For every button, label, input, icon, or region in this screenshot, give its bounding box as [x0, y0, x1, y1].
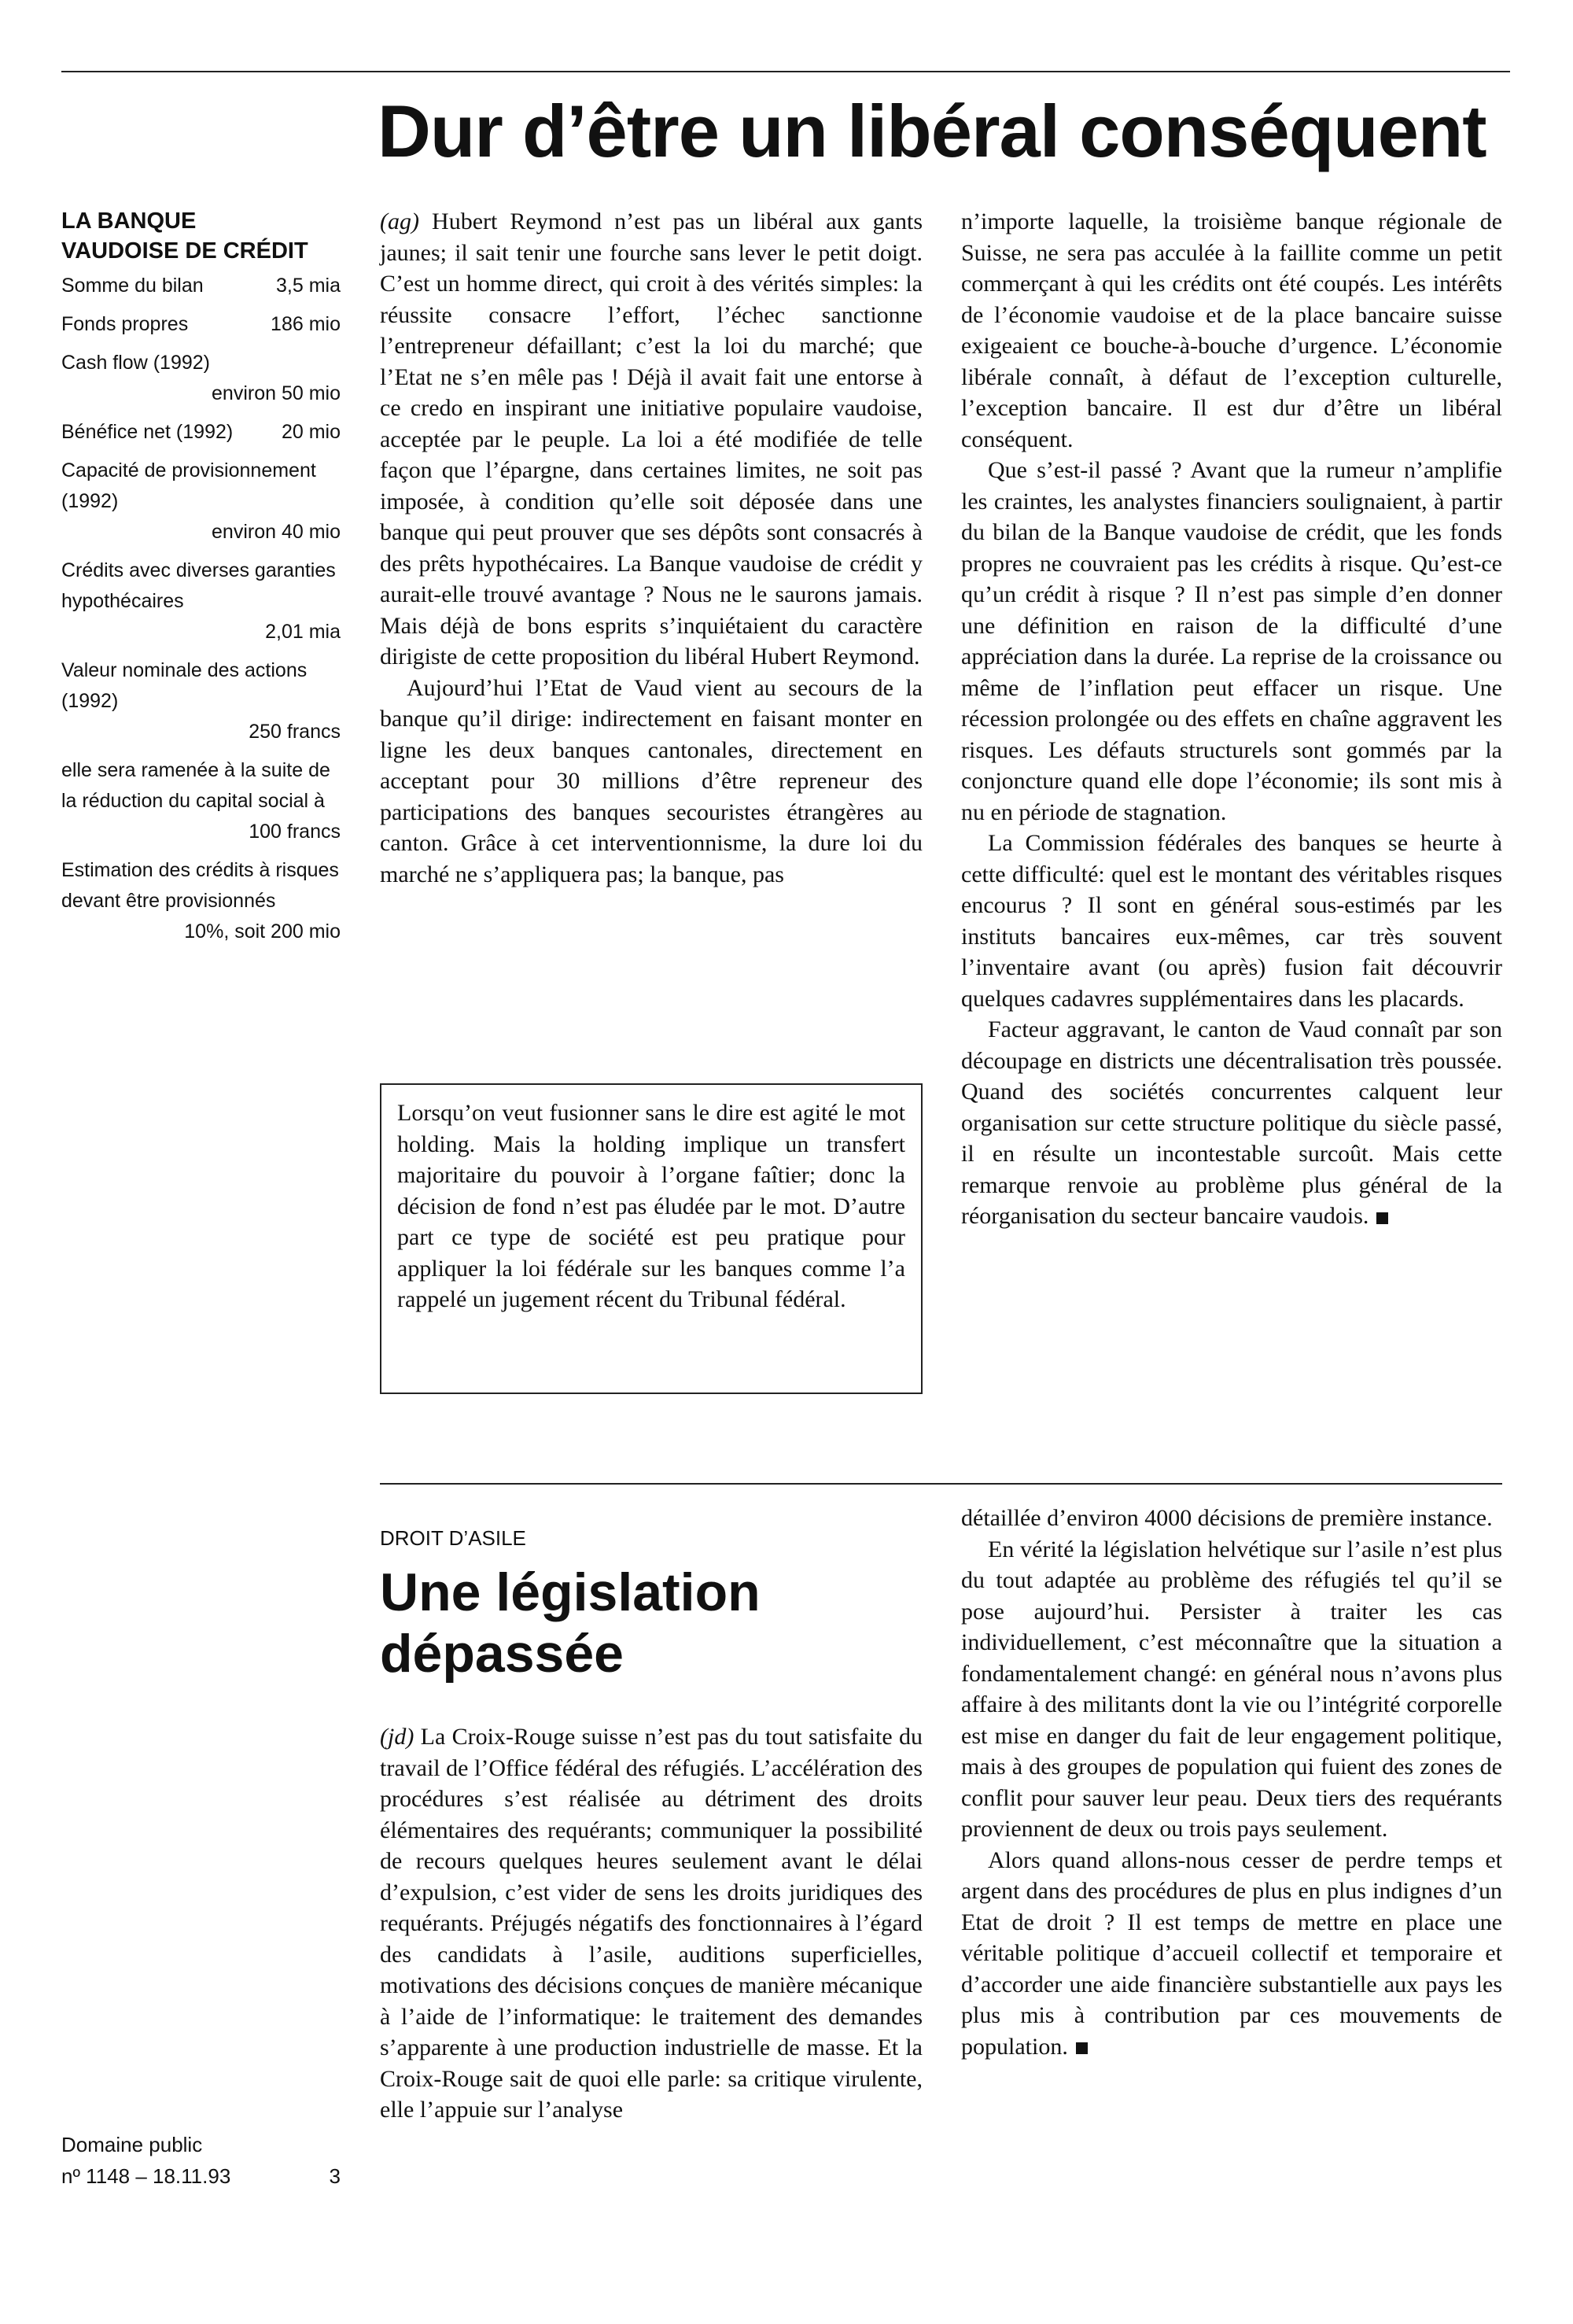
fact-label: elle sera ramenée à la suite de la réduction du capital social à [61, 759, 330, 812]
fact-label: Estimation des crédits à risques devant être provisionnés [61, 859, 339, 912]
fact-value: environ 50 mio [212, 382, 341, 404]
holding-note-box [380, 1083, 923, 1394]
fact-label: Fonds propres [61, 313, 189, 335]
fact-item [61, 456, 341, 548]
paragraph-text: La Croix-Rouge suisse n’est pas du tout satisfaite du travail de l’Office fédéral des réfugiés. L’accélération des procédures s’est réalisée au détriment des droits élémentaires des requérants; communiquer la possibilité de recours quelques heures seulement avant le délai d’expulsion, c’est vider de sens les droits juridiques des requérants. Préjugés négatifs des fonctionnaires à l’égard des candidats à l’asile, auditions superficielles, motivations des décisions conçues de manière mécanique à l’aide de l’informatique: le traitement des demandes s’apparente à une production industrielle de masse. Et la Croix-Rouge sait de quoi elle parle: sa critique virulente, elle l’appuie sur l’analyse [380, 1724, 923, 2123]
article2-headline [380, 1562, 883, 1684]
colophon [61, 2129, 341, 2192]
section-rule [380, 1483, 1502, 1485]
box-text: Lorsqu’on veut fusionner sans le dire est agité le mot holding. Mais la holding implique un transfert majoritaire du pouvoir à l’organe faîtier; donc la décision de fond n’est pas éludée par le mot. D’autre part ce type de société est peu pratique pour appliquer la loi fédérale sur les banques comme l’a rappelé un jugement récent du Tribunal fédéral. [397, 1100, 905, 1312]
sidebar-title-line2: VAUDOISE DE CRÉDIT [61, 238, 308, 264]
fact-item [61, 348, 341, 409]
end-mark-icon [1076, 2042, 1088, 2054]
fact-label: Bénéfice net (1992) [61, 421, 234, 443]
headline-line1: Une législation [380, 1562, 761, 1622]
article2-kicker: DROIT D’ASILE [380, 1526, 526, 1550]
article1-paragraph: n’importe laquelle, la troisième banque régionale de Suisse, ne sera pas acculée à la faillite comme un petit commerçant à qui les crédits ont été coupés. Les intérêts de l’économie vaudoise et de la place bancaire suisse exigeaient ce bouche-à-bouche d’urgence. L’économie libérale connaît, à défaut de l’exception culturelle, l’exception bancaire. Il est dur d’être un libéral conséquent. [961, 208, 1502, 452]
article2-column2 [961, 1503, 1502, 2062]
fact-value: 20 mio [281, 421, 341, 443]
paragraph-text: Hubert Reymond n’est pas un libéral aux gants jaunes; il sait tenir une fourche sans lever le petit doigt. C’est un homme direct, qui croit à des vérités simples: la réussite consacre l’effort, l’échec sanctionne l’entrepreneur défaillant; c’est la loi du marché; que l’Etat ne s’en mêle pas ! Déjà il avait fait une entorse à ce credo en inspirant une initiative populaire vaudoise, acceptée par le peuple. La loi a été modifiée de telle façon que l’épargne, dans certaines limites, ne soit pas imposée, à condition qu’elle soit déposée dans une banque qui peut prouver que ses dépôts sont consacrés à des prêts hypothécaires. La Banque vaudoise de crédit y aurait-elle trouvé avantage ? Nous ne le saurons jamais. Mais déjà de bons esprits s’inquiétaient du caractère dirigiste de cette proposition du libéral Hubert Reymond. [380, 208, 923, 670]
author-signature: (ag) [380, 208, 419, 234]
author-signature: (jd) [380, 1724, 414, 1750]
article1-paragraph: La Commission fédérales des banques se heurte à cette difficulté: quel est le montant des véritables risques encourus ? Il sont en général sous-estimés par les instituts bancaires eux-mêmes, car très souvent l’inventaire avant (ou après) fusion fait découvrir quelques cadavres supplémentaires dans les placards. [961, 830, 1502, 1012]
article1-paragraph [961, 1014, 1502, 1232]
paragraph-text: Alors quand allons-nous cesser de perdre temps et argent dans des procédures de plus en plus indignes d’un Etat de droit ? Il est temps de mettre en place une véritable politique d’accueil collectif et temporaire et d’accorder une aide financière substantielle aux pays les plus mis à contribution par ces mouvements de population. [961, 1846, 1502, 2060]
fact-value: 250 francs [249, 721, 341, 743]
page-number: 3 [329, 2164, 341, 2188]
fact-value: environ 40 mio [212, 521, 341, 543]
article2-paragraph [380, 1721, 923, 2126]
fact-item [61, 271, 341, 301]
end-mark-icon [1376, 1212, 1388, 1224]
fact-value: 10%, soit 200 mio [184, 920, 341, 943]
headline-line2: dépassée [380, 1624, 624, 1684]
publication-name: Domaine public [61, 2133, 203, 2156]
fact-label: Valeur nominale des actions (1992) [61, 659, 308, 712]
fact-item [61, 855, 341, 947]
article1-headline: Dur d’être un libéral conséquent [378, 90, 1486, 172]
sidebar-title [61, 206, 341, 266]
sidebar-title-line1: LA BANQUE [61, 208, 197, 234]
fact-label: Crédits avec diverses garanties hypothécaires [61, 559, 336, 612]
article2-column1 [380, 1721, 923, 2126]
fact-value: 186 mio [271, 313, 341, 335]
fact-item [61, 417, 341, 448]
fact-item [61, 755, 341, 847]
issue-number: nº 1148 – 18.11.93 [61, 2164, 231, 2188]
fact-item [61, 309, 341, 340]
fact-label: Capacité de provisionnement (1992) [61, 459, 316, 512]
bank-facts-sidebar [61, 206, 341, 955]
fact-item [61, 555, 341, 647]
issue-row [61, 2160, 341, 2192]
article1-paragraph: Aujourd’hui l’Etat de Vaud vient au secours de la banque qu’il dirige: indirectement en faisant monter en ligne les deux banques cantonales, directement en acceptant pour 30 millions d’être repreneur des participations des banques secouristes étrangères au canton. Grâce à cet interventionnisme, la dure loi du marché ne s’appliquera pas; la banque, pas [380, 674, 923, 887]
fact-value: 3,5 mia [276, 275, 341, 297]
fact-label: Somme du bilan [61, 275, 204, 297]
article2-paragraph: En vérité la législation helvétique sur l’asile n’est plus du tout adaptée au problème des réfugiés tel qu’il se pose aujourd’hui. Persister à traiter les cas individuellement, c’est méconnaître que la situation a fondamentalement changé: en général nous n’avons plus affaire à des militants dont la vie ou l’intégrité corporelle est mise en danger du fait de leur engagement politique, mais à des groupes de population qui fuient des zones de conflit pour sauver leur peau. Deux tiers des requérants proviennent de deux ou trois pays seulement. [961, 1536, 1502, 1842]
fact-value: 2,01 mia [265, 621, 341, 643]
article2-paragraph: détaillée d’environ 4000 décisions de première instance. [961, 1505, 1493, 1531]
article1-paragraph [380, 206, 923, 673]
article1-column2 [961, 206, 1502, 1232]
article1-paragraph: Que s’est-il passé ? Avant que la rumeur n’amplifie les craintes, les analystes financiers soulignaient, à partir du bilan de la Banque vaudoise de crédit, que les fonds propres ne couvraient pas les crédits à risque. Qu’est-ce qu’un crédit à risque ? Il n’est pas simple d’en donner une définition en raison de la difficulté d’une appréciation dans la durée. La reprise de la croissance ou même de l’inflation peut effacer un risque. Une récession prolongée ou des effets en chaîne aggravent les risques. Les défauts structurels sont gommés par la conjoncture quand elle dope l’économie; ils sont mis à nu en période de stagnation. [961, 457, 1502, 825]
fact-label: Cash flow (1992) [61, 352, 210, 374]
top-rule [61, 71, 1510, 72]
paragraph-text: Facteur aggravant, le canton de Vaud connaît par son découpage en districts une décentralisation très poussée. Quand des sociétés concurrentes calquent leur organisation sur cette structure politique du siècle passé, il en résulte un incontestable surcoût. Mais cette remarque renvoie au problème plus général de la réorganisation du secteur bancaire vaudois. [961, 1016, 1502, 1229]
fact-value: 100 francs [249, 821, 341, 843]
article1-column1 [380, 206, 923, 890]
article2-paragraph [961, 1845, 1502, 2063]
fact-item [61, 655, 341, 747]
